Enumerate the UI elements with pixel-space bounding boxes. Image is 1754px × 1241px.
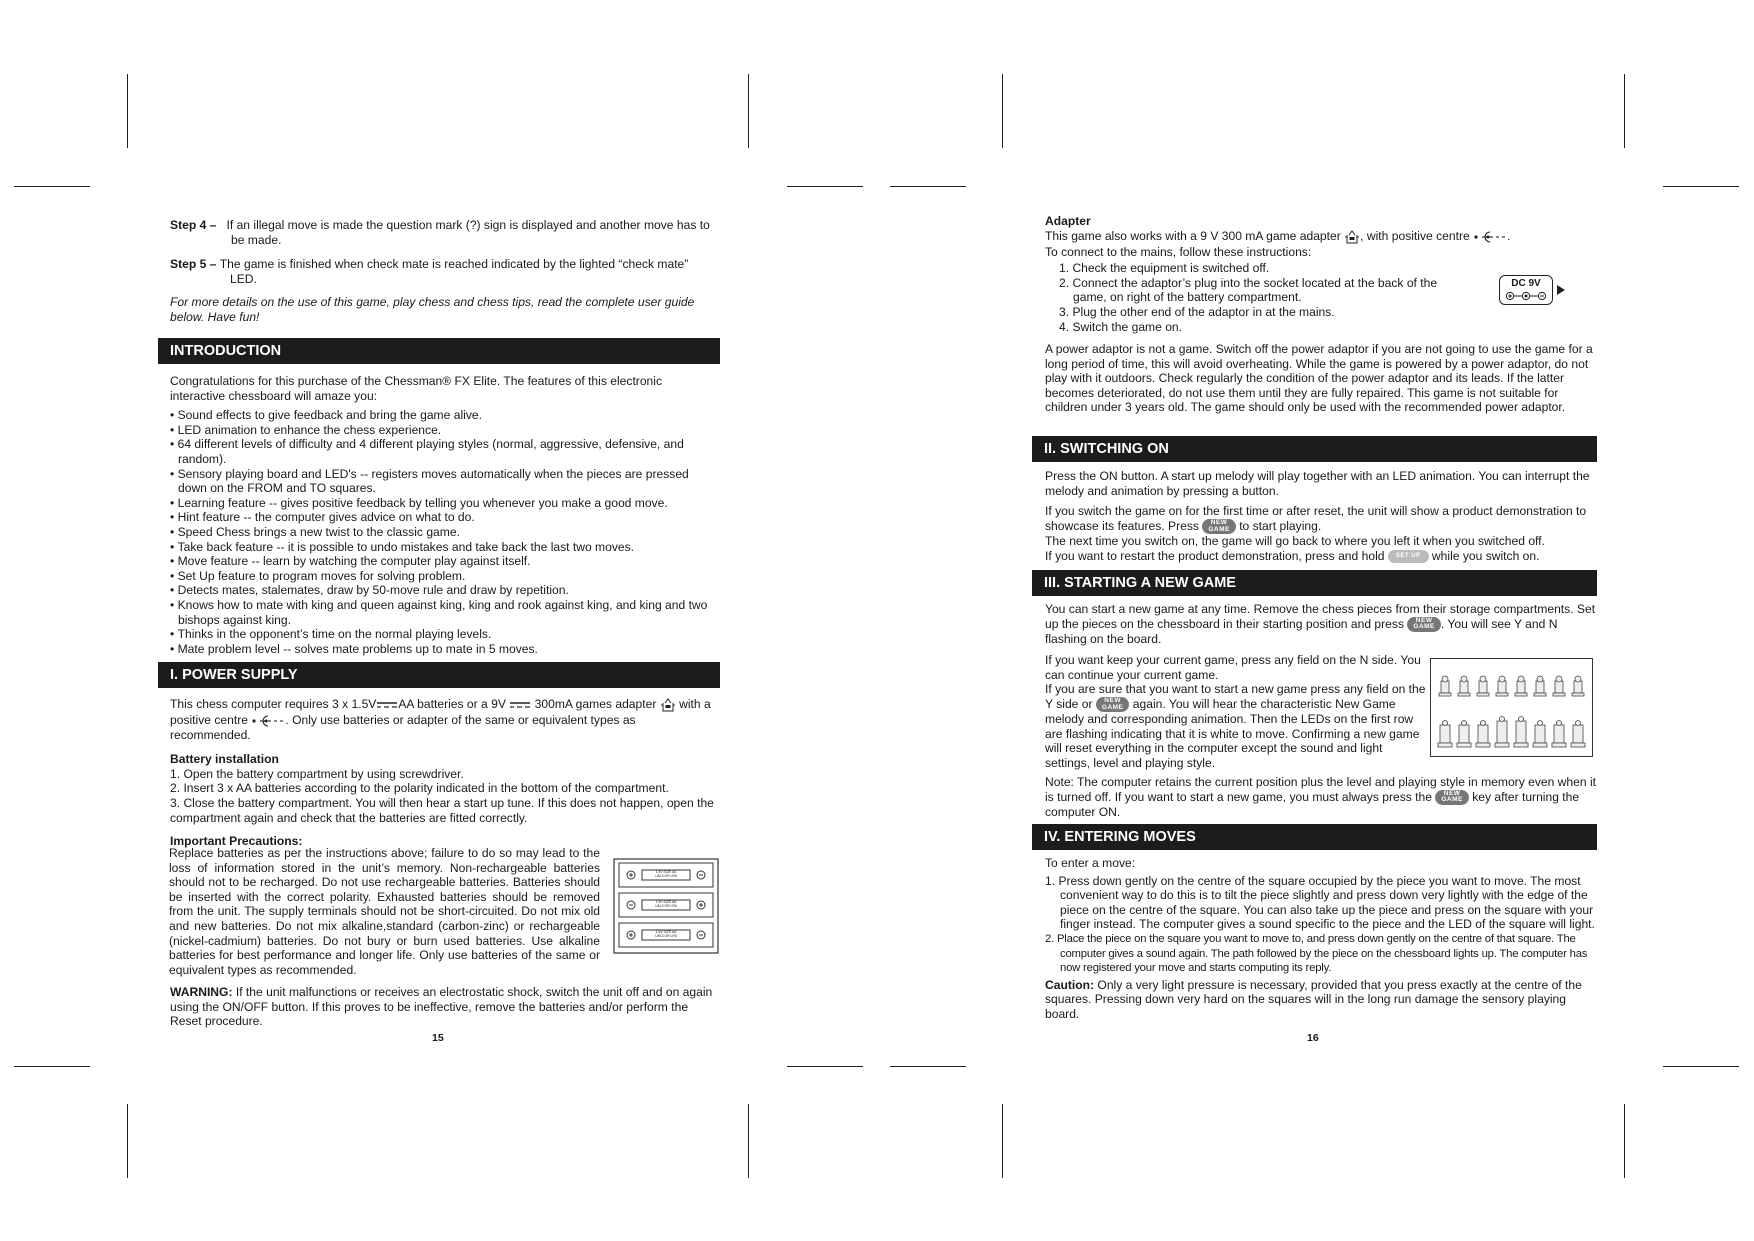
switching-text: If you want to restart the product demonstration, press and hold SET UP while you switch on.: [1045, 548, 1540, 563]
feature-item: • Move feature -- learn by watching the computer play against itself.: [170, 554, 718, 569]
feature-item: • Hint feature -- the computer gives advice on what to do.: [170, 510, 718, 525]
adapter-plug-icon: [660, 697, 676, 713]
features-list: [170, 408, 718, 656]
warning-text: If the unit malfunctions or receives an electrostatic shock, switch the unit off and on again using the ON/OFF button. If this proves to be ineffective, remove the batteries and/or perform the Reset procedure.: [170, 985, 713, 1029]
pawn-piece-icon: [1553, 676, 1565, 696]
feature-item: • Learning feature -- gives positive feedback by telling you whenever you make a good move.: [170, 496, 718, 511]
chessboard-illustration: [1430, 658, 1593, 757]
entering-moves-section: [1045, 856, 1601, 1022]
new-game-section-b: [1045, 653, 1427, 770]
feature-item: • Sensory playing board and LED's -- registers moves automatically when the pieces are pressed down on the FROM and TO squares.: [170, 467, 718, 496]
switching-text: If you switch the game on for the first time or after reset, the unit will show a product demonstration to showcase its features. Press NEW GAME to start playing.: [1045, 504, 1587, 533]
battery-compartment-illustration: [613, 858, 719, 954]
feature-item: • Take back feature -- it is possible to undo mistakes and take back the last two moves.: [170, 540, 718, 555]
crop-mark: [748, 1104, 749, 1178]
adapter-connect-text: To connect to the mains, follow these instructions:: [1045, 244, 1312, 259]
battery-label: UM-3 OR LR6: [655, 934, 677, 938]
page-number: 16: [1307, 1032, 1319, 1044]
switching-text: Press the ON button. A start up melody will play together with an LED animation. You can interrupt the melody and animation by pressing a button.: [1045, 469, 1590, 498]
dc-label: DC 9V: [1511, 278, 1541, 289]
feature-item: • Set Up feature to program moves for solving problem.: [170, 569, 718, 584]
dc-socket-illustration: [1499, 275, 1565, 309]
introduction-section: [170, 374, 718, 656]
power-supply-section: [170, 697, 718, 849]
adapter-step: 3. Plug the other end of the adaptor in at the mains.: [1059, 304, 1335, 319]
crop-mark: [1002, 74, 1003, 148]
chess-piece-icon: [1552, 721, 1566, 748]
chess-piece-icon: [1533, 721, 1547, 748]
warning-label: WARNING:: [170, 985, 233, 999]
step4-label: Step 4 –: [170, 218, 217, 232]
chess-piece-icon: [1571, 721, 1585, 748]
entering-intro: To enter a move:: [1045, 856, 1136, 870]
precautions-heading: Important Precautions:: [170, 834, 303, 849]
intro-note: For more details on the use of this game, play chess and chess tips, read the complete user guide below. Have fun!: [170, 295, 695, 324]
adapter-step: 1. Check the equipment is switched off.: [1059, 261, 1270, 276]
crop-mark: [127, 74, 128, 148]
pawn-piece-icon: [1515, 676, 1527, 696]
crop-mark: [748, 74, 749, 148]
adapter-step: 4. Switch the game on.: [1059, 319, 1183, 334]
crop-mark: [14, 1066, 90, 1067]
new-game-heading: III. STARTING A NEW GAME: [1032, 570, 1597, 596]
feature-item: • Sound effects to give feedback and bring the game alive.: [170, 408, 718, 423]
power-text: This chess computer requires 3 x 1.5V AA batteries or a 9V 300mA games adapter with a positive centre . Only use batteries or adapter of the same or equivalent types as recommended.: [170, 697, 711, 742]
crop-mark: [1624, 1104, 1625, 1178]
positive-centre-icon: [1473, 231, 1507, 243]
chess-piece-icon: [1476, 721, 1490, 748]
battery-label: 1.5V SIZE AA: [655, 930, 677, 934]
crop-mark: [1002, 1104, 1003, 1178]
battery-step: 3. Close the battery compartment. You will then hear a start up tune. If this does not happen, open the compartment again and check that the batteries are fitted correctly.: [170, 795, 714, 825]
pawn-piece-icon: [1534, 676, 1546, 696]
new-game-button-icon: NEW GAME: [1202, 519, 1236, 534]
crop-mark: [890, 186, 966, 187]
chess-piece-icon: [1457, 721, 1471, 748]
chess-piece-icon: [1514, 717, 1528, 748]
new-game-text: If you are sure that you want to start a new game press any field on the Y side or NEW GAME again. You will hear the characteristic New Game melody and corresponding animation. Then the LEDs on the first row are flashing indicating that it is white to move. Confirming a new game will reset everything in the computer except the sound and light settings, level and playing style.: [1045, 682, 1426, 770]
caution-text: Only a very light pressure is necessary, provided that you press exactly at the centre of the squares. Pressing down very hard on the squares will in the long run damage the sensory playing board.: [1045, 977, 1582, 1021]
adapter-steps: [1045, 261, 1465, 334]
adapter-plug-icon: [1344, 229, 1360, 245]
adapter-step: 2. Connect the adaptor’s plug into the socket located at the back of the game, on right of the battery compartment.: [1059, 275, 1438, 305]
dc-symbol-icon: [509, 701, 531, 709]
battery-label: 1.5V SIZE AA: [655, 870, 677, 874]
new-game-button-icon: NEW GAME: [1435, 790, 1469, 805]
battery-label: UM-3 OR LR6: [655, 904, 677, 908]
step5-text: The game is finished when check mate is reached indicated by the lighted “check mate” LED.: [219, 257, 689, 286]
crop-mark: [14, 186, 90, 187]
adapter-text: This game also works with a 9 V 300 mA game adapter , with positive centre .: [1045, 228, 1511, 243]
power-supply-heading: I. POWER SUPPLY: [158, 662, 720, 688]
introduction-text: Congratulations for this purchase of the Chessman® FX Elite. The features of this electronic interactive chessboard will amaze you:: [170, 374, 663, 403]
warning-section: [170, 985, 718, 1029]
crop-mark: [1663, 186, 1739, 187]
pawn-piece-icon: [1439, 676, 1451, 696]
new-game-button-icon: NEW GAME: [1407, 617, 1441, 632]
crop-mark: [890, 1066, 966, 1067]
pawn-piece-icon: [1458, 676, 1470, 696]
step4-text: If an illegal move is made the question mark (?) sign is displayed and another move has to be made.: [226, 218, 710, 247]
new-game-section-a: [1045, 602, 1601, 646]
feature-item: • Detects mates, stalemates, draw by 50-move rule and draw by repetition.: [170, 583, 718, 598]
crop-mark: [1663, 1066, 1739, 1067]
battery-label: 1.5V SIZE AA: [655, 900, 677, 904]
caution-label: Caution:: [1045, 977, 1095, 992]
entering-moves-heading: IV. ENTERING MOVES: [1032, 824, 1597, 850]
chess-piece-icon: [1495, 717, 1509, 748]
new-game-text: You can start a new game at any time. Remove the chess pieces from their storage compartments. Set up the pieces on the chessboard in their starting position and press NEW GAME . You will see Y and N flashing on the board.: [1045, 602, 1596, 646]
switching-on-section: [1045, 469, 1601, 563]
battery-step: 2. Insert 3 x AA batteries according to the polarity indicated in the bottom of the compartment.: [170, 781, 669, 796]
battery-step: 1. Open the battery compartment by using screwdriver.: [170, 766, 464, 781]
feature-item: • LED animation to enhance the chess experience.: [170, 423, 718, 438]
adapter-heading: Adapter: [1045, 214, 1091, 228]
battery-label: UM-3 OR LR6: [655, 874, 677, 878]
pawn-piece-icon: [1572, 676, 1584, 696]
feature-item: • Thinks in the opponent’s time on the normal playing levels.: [170, 627, 718, 642]
pawn-piece-icon: [1496, 676, 1508, 696]
introduction-heading: INTRODUCTION: [158, 338, 720, 364]
crop-mark: [1624, 74, 1625, 148]
new-game-note: Note: The computer retains the current position plus the level and playing style in memory even when it is turned off. If you want to start a new game, you must always press the NEW GAME key after turning the computer ON.: [1045, 775, 1597, 819]
positive-centre-icon: [251, 715, 285, 727]
feature-item: • Knows how to mate with king and queen against king, king and rook against king, and king and two bishops against king.: [170, 598, 718, 627]
feature-item: • 64 different levels of difficulty and 4 different playing styles (normal, aggressive, defensive, and random).: [170, 437, 718, 466]
entering-step: 1. Press down gently on the centre of the square occupied by the piece you want to move. The most convenient way to do this is to tilt the piece slightly and press down very lightly with the edge of the piece on the centre of the square. You can also take up the piece and press on the square with your finger instead. The computer gives a sound specific to the piece and the LED of the square will light.: [1045, 873, 1595, 932]
dc-symbol-icon: [376, 701, 398, 709]
switching-text: The next time you switch on, the game will go back to where you left it when you switched off.: [1045, 534, 1545, 549]
battery-installation-heading: Battery installation: [170, 752, 279, 767]
crop-mark: [787, 1066, 863, 1067]
steps-section: [170, 218, 718, 325]
chess-piece-icon: [1438, 721, 1452, 748]
entering-step: 2. Place the piece on the square you want to move to, and press down gently on the centre of that square. The computer gives a sound again. The path followed by the piece on the chessboard lights up. The computer has now registered your move and starts computing its reply.: [1045, 932, 1588, 975]
new-game-button-icon: NEW GAME: [1096, 697, 1130, 712]
set-up-button-icon: SET UP: [1388, 550, 1429, 563]
new-game-text: If you want keep your current game, press any field on the N side. You can continue your current game.: [1045, 653, 1421, 682]
precautions-text: Replace batteries as per the instructions above; failure to do so may lead to the loss of information stored in the unit’s memory. Non-rechargeable batteries should not to be recharged. Do not use rechargeable batteries. Batteries should be inserted with the correct polarity. Exhausted batteries should be removed from the unit. The supply terminals should not be short-circuited. Do not mix old and new batteries. Do not mix alkaline,standard (carbon-zinc) or rechargeable (nickel-cadmium) batteries. Do not bury or burn used batteries. Use alkaline batteries for best performance and longer life. Only use batteries of the same or equivalent types as recommended.: [169, 846, 600, 977]
crop-mark: [787, 186, 863, 187]
crop-mark: [127, 1104, 128, 1178]
feature-item: • Mate problem level -- solves mate problems up to mate in 5 moves.: [170, 642, 718, 657]
switching-on-heading: II. SWITCHING ON: [1032, 436, 1597, 462]
feature-item: • Speed Chess brings a new twist to the classic game.: [170, 525, 718, 540]
adapter-warning: A power adaptor is not a game. Switch off the power adaptor if you are not going to use the game for a long period of time, this will avoid overheating. While the game is powered by a power adaptor, do not play with it outdoors. Check regularly the condition of the power adaptor and its leads. If the latter becomes deteriorated, do not use them until they are fully repaired. This game is not suitable for children under 3 years old. The game should only be used with the recommended power adaptor.: [1045, 342, 1593, 415]
page-number: 15: [432, 1032, 444, 1044]
pawn-piece-icon: [1477, 676, 1489, 696]
step5-label: Step 5 –: [170, 257, 217, 272]
